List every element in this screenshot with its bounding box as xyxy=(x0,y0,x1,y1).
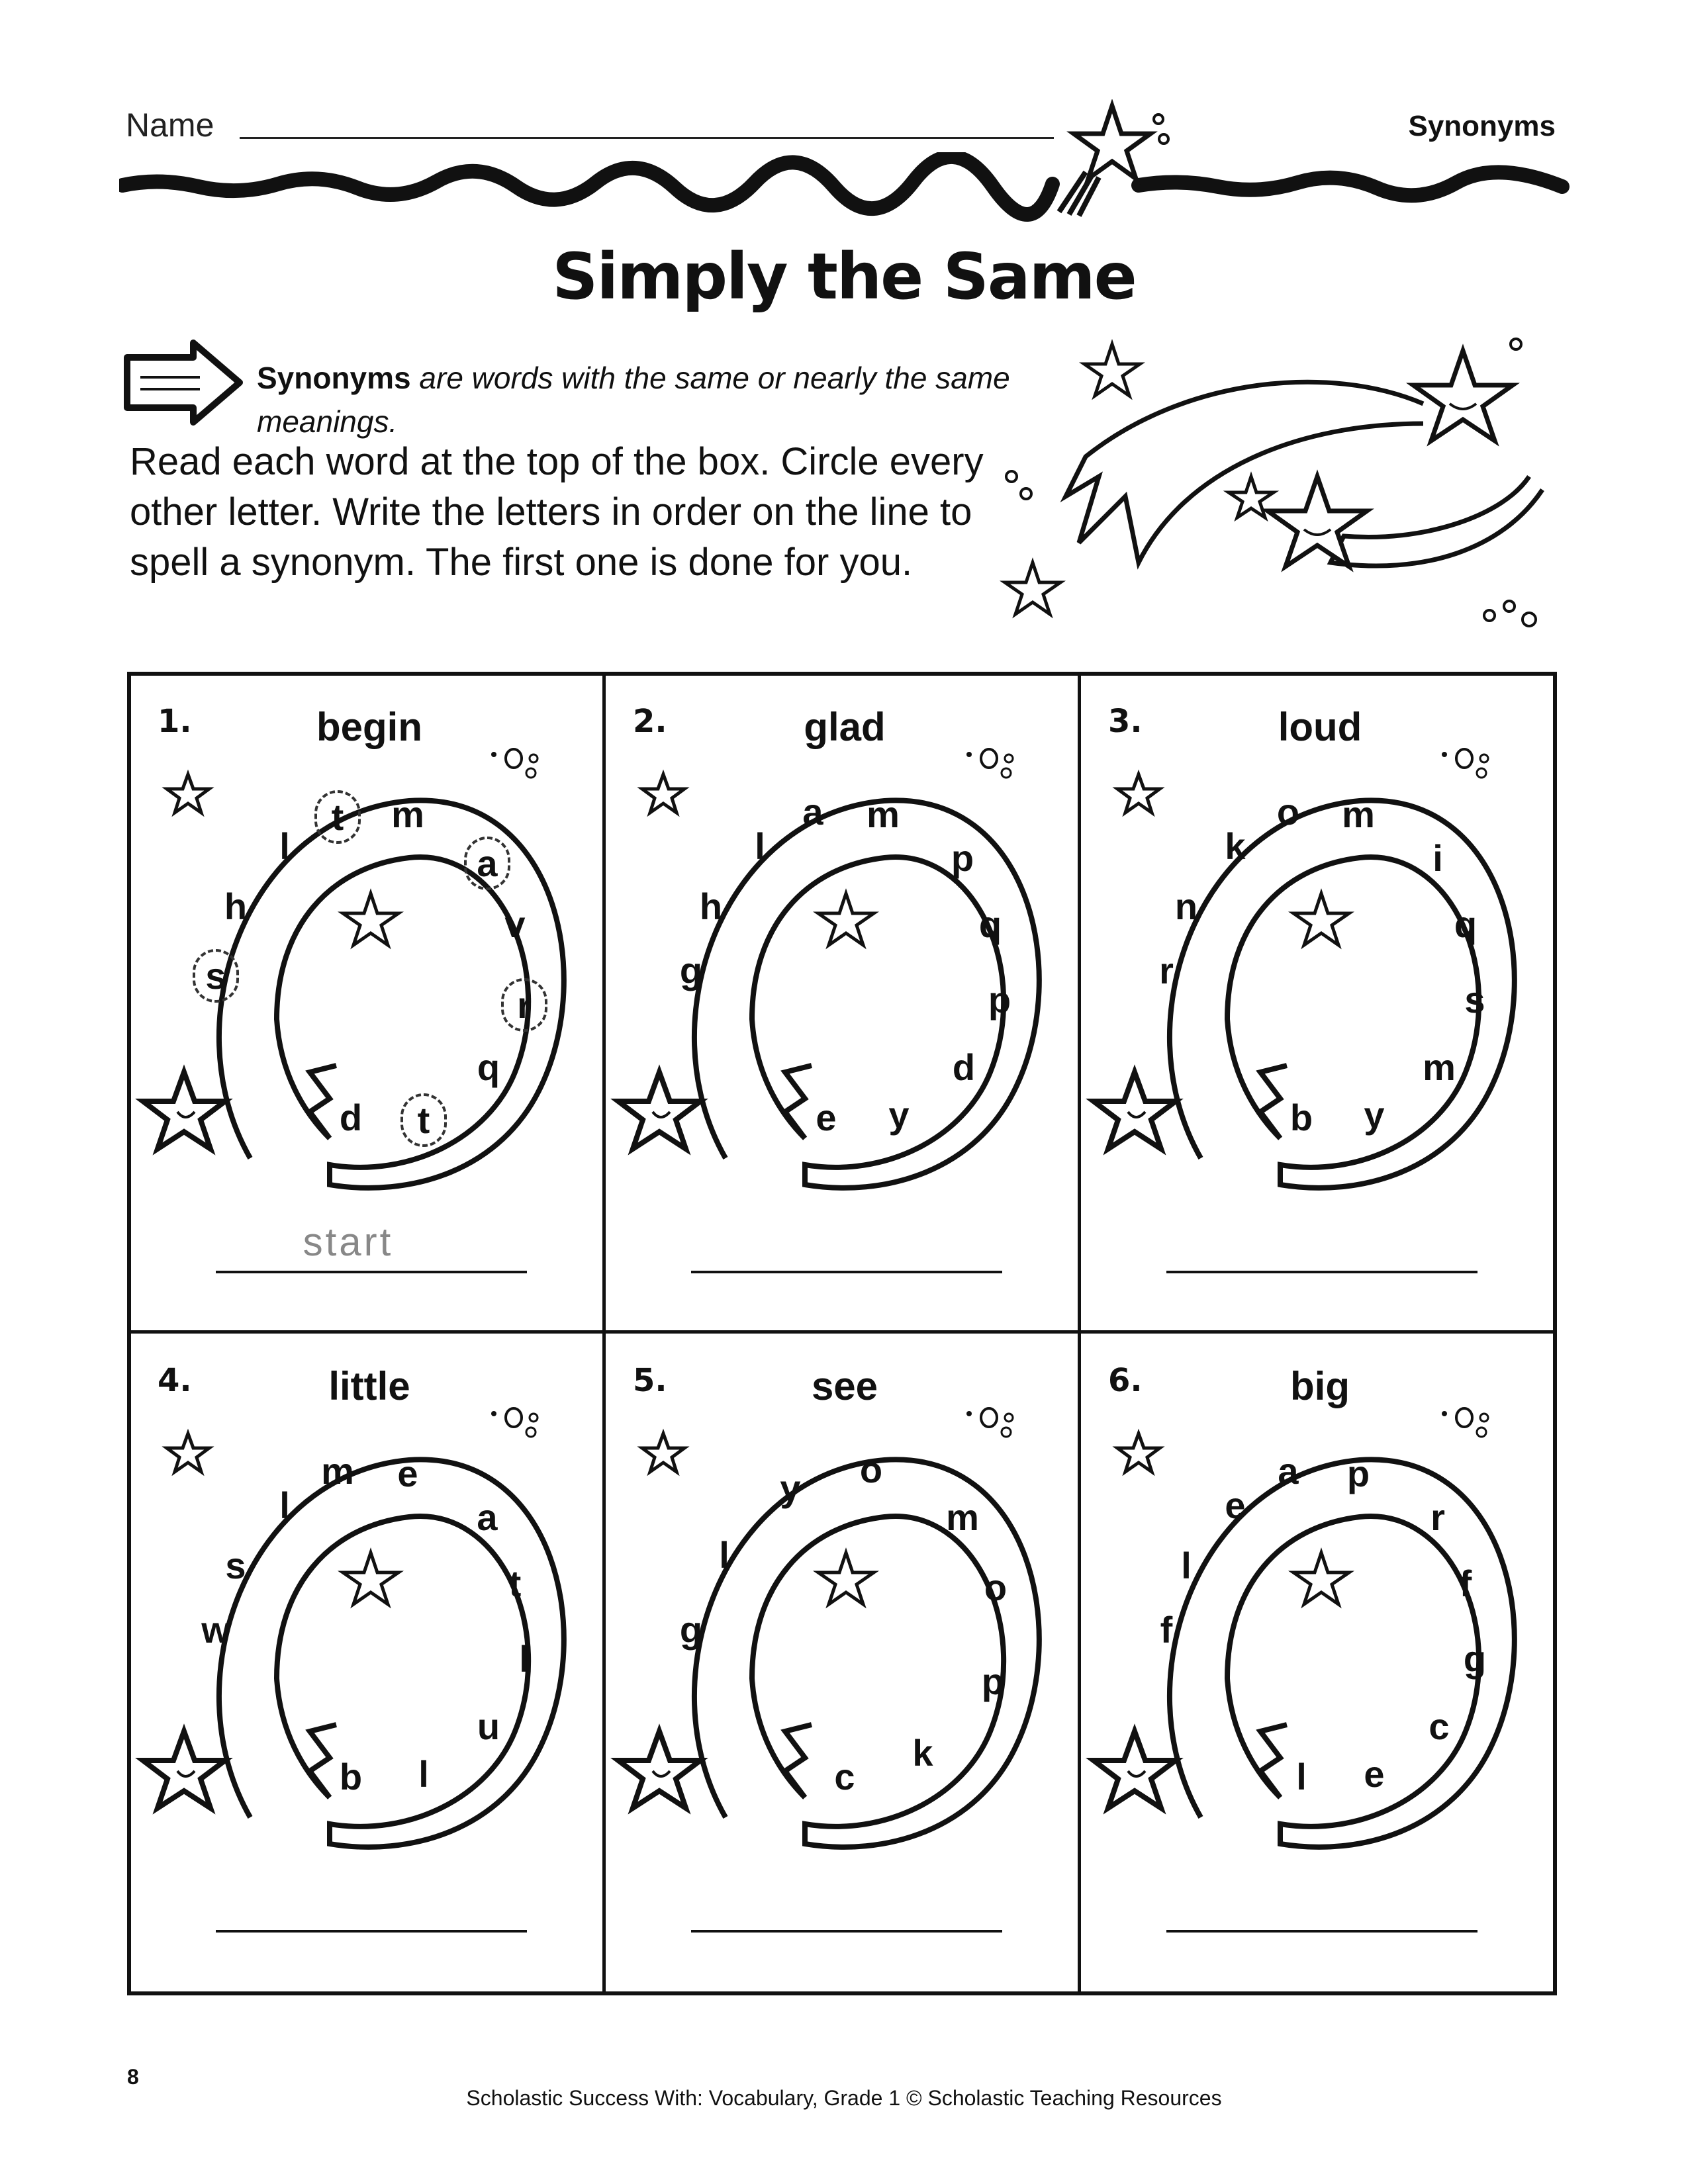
answer-line[interactable] xyxy=(1166,1271,1477,1273)
puzzle-box xyxy=(606,1334,1083,1992)
spiral-letter[interactable]: e xyxy=(1225,1484,1246,1526)
spiral-letter[interactable]: y xyxy=(888,1094,910,1136)
spiral-letter[interactable]: w xyxy=(201,1609,230,1651)
page-number: 8 xyxy=(127,2065,139,2089)
spiral-letter[interactable]: m xyxy=(1342,794,1375,835)
box-number: 6. xyxy=(1108,1362,1143,1399)
spiral-letter[interactable]: g xyxy=(1463,1638,1487,1680)
name-label: Name xyxy=(126,107,214,144)
spiral-letter[interactable]: a xyxy=(464,837,510,890)
box-word: big xyxy=(1290,1364,1350,1408)
box-number: 3. xyxy=(1108,703,1143,740)
spiral-letter[interactable]: k xyxy=(1225,825,1246,867)
spiral-letter[interactable]: b xyxy=(339,1756,363,1797)
spiral-letter[interactable]: p xyxy=(1346,1453,1370,1494)
spiral-letter[interactable]: p xyxy=(981,1661,1005,1702)
answer-line[interactable] xyxy=(216,1271,527,1273)
spiral-letter[interactable]: i xyxy=(1432,837,1443,879)
spiral-letter[interactable]: c xyxy=(834,1756,855,1797)
spiral-letter[interactable]: m xyxy=(321,1450,354,1492)
spiral-letter[interactable]: c xyxy=(1429,1706,1450,1747)
spiral-letter[interactable]: l xyxy=(1181,1545,1192,1586)
instructions: Read each word at the top of the box. Circle every other letter. Write the letters in order on the line to spell a synonym. The first one is done for you. xyxy=(130,440,984,584)
spiral-letter[interactable]: h xyxy=(224,886,248,927)
spiral-letter[interactable]: o xyxy=(859,1449,883,1490)
spiral-letter[interactable]: o xyxy=(1276,791,1300,833)
spiral-letter[interactable]: k xyxy=(912,1732,933,1774)
definition-text xyxy=(257,356,1018,443)
box-word: loud xyxy=(1278,705,1362,749)
puzzle-box xyxy=(606,675,1083,1333)
spiral-letter[interactable]: l xyxy=(418,1753,429,1795)
spiral-letter[interactable]: y xyxy=(1364,1094,1385,1136)
spiral-letter[interactable]: b xyxy=(1289,1097,1313,1138)
puzzle-box xyxy=(1082,1334,1558,1992)
box-word: see xyxy=(811,1364,878,1408)
answer-line[interactable] xyxy=(216,1930,527,1933)
wavy-rule-decoration xyxy=(119,152,1575,225)
spiral-letter[interactable]: p xyxy=(951,837,974,879)
spiral-letter[interactable]: r xyxy=(1159,950,1174,991)
box-word: little xyxy=(328,1364,410,1408)
spiral-letter[interactable]: m xyxy=(1423,1046,1456,1088)
spiral-letter[interactable]: d xyxy=(952,1046,976,1088)
spiral-letter[interactable]: l xyxy=(279,1484,290,1526)
spiral-letter[interactable]: e xyxy=(816,1097,837,1138)
spiral-letter[interactable]: l xyxy=(279,825,290,867)
spiral-letter[interactable]: p xyxy=(988,979,1011,1021)
page-title: Simply the Same xyxy=(552,240,1136,314)
spiral-letter[interactable]: r xyxy=(1430,1496,1445,1538)
answer-line[interactable] xyxy=(691,1271,1002,1273)
spiral-letter[interactable]: s xyxy=(225,1545,246,1586)
spiral-letter[interactable]: o xyxy=(984,1567,1008,1608)
spiral-letter[interactable]: l xyxy=(755,825,765,867)
box-number: 1. xyxy=(158,703,192,740)
spiral-letter[interactable]: l xyxy=(519,1638,530,1680)
puzzle-box xyxy=(131,1334,608,1992)
spiral-letter[interactable]: s xyxy=(193,949,239,1003)
footer-credit: Scholastic Success With: Vocabulary, Grade 1 © Scholastic Teaching Resources xyxy=(466,2086,1222,2110)
spiral-letter[interactable]: m xyxy=(391,794,424,835)
spiral-letter[interactable]: m xyxy=(946,1496,979,1538)
spiral-letter[interactable]: u xyxy=(477,1706,500,1747)
arrow-icon xyxy=(120,338,246,430)
spiral-letter[interactable]: q xyxy=(477,1046,500,1088)
box-word: glad xyxy=(804,705,886,749)
name-input-line[interactable] xyxy=(240,137,1054,139)
spiral-letter[interactable]: h xyxy=(699,886,723,927)
spiral-letter[interactable]: g xyxy=(679,1609,703,1651)
spiral-letter[interactable]: t xyxy=(314,790,361,844)
definition-rest: are words with the same or nearly the same meanings. xyxy=(257,361,1010,439)
shooting-stars-illustration xyxy=(986,324,1556,642)
spiral-letter[interactable]: d xyxy=(339,1097,363,1138)
spiral-letter[interactable]: s xyxy=(1464,979,1485,1021)
spiral-letter[interactable]: n xyxy=(1174,886,1198,927)
spiral-letter[interactable]: f xyxy=(1160,1609,1173,1651)
spiral-letter[interactable]: l xyxy=(1296,1756,1307,1797)
spiral-letter[interactable]: q xyxy=(978,903,1002,945)
puzzle-box xyxy=(131,675,608,1333)
spiral-letter[interactable]: e xyxy=(397,1453,418,1494)
box-number: 4. xyxy=(158,1362,192,1399)
section-label: Synonyms xyxy=(1408,110,1556,142)
box-number: 2. xyxy=(633,703,667,740)
answer-example: start xyxy=(303,1220,394,1264)
spiral-letter[interactable]: t xyxy=(508,1563,522,1604)
spiral-letter[interactable]: a xyxy=(477,1496,498,1538)
box-number: 5. xyxy=(633,1362,667,1399)
spiral-letter[interactable]: e xyxy=(1364,1753,1385,1795)
spiral-letter[interactable]: f xyxy=(1459,1563,1472,1604)
spiral-letter[interactable]: y xyxy=(780,1467,801,1509)
box-word: begin xyxy=(316,705,422,749)
answer-line[interactable] xyxy=(691,1930,1002,1933)
spiral-letter[interactable]: m xyxy=(867,794,900,835)
definition-term: Synonyms xyxy=(257,361,411,395)
spiral-letter[interactable]: g xyxy=(679,950,703,991)
spiral-letter[interactable]: l xyxy=(719,1534,729,1576)
answer-line[interactable] xyxy=(1166,1930,1477,1933)
spiral-letter[interactable]: a xyxy=(1278,1450,1299,1492)
shooting-star-icon xyxy=(1053,99,1172,218)
spiral-letter[interactable]: a xyxy=(802,791,823,833)
puzzle-box xyxy=(1082,675,1558,1333)
spiral-letter[interactable]: v xyxy=(504,903,526,945)
spiral-letter[interactable]: r xyxy=(501,978,547,1032)
spiral-letter[interactable]: t xyxy=(400,1093,447,1147)
spiral-letter[interactable]: q xyxy=(1454,903,1477,945)
spiral-illustration xyxy=(606,1334,1083,1992)
